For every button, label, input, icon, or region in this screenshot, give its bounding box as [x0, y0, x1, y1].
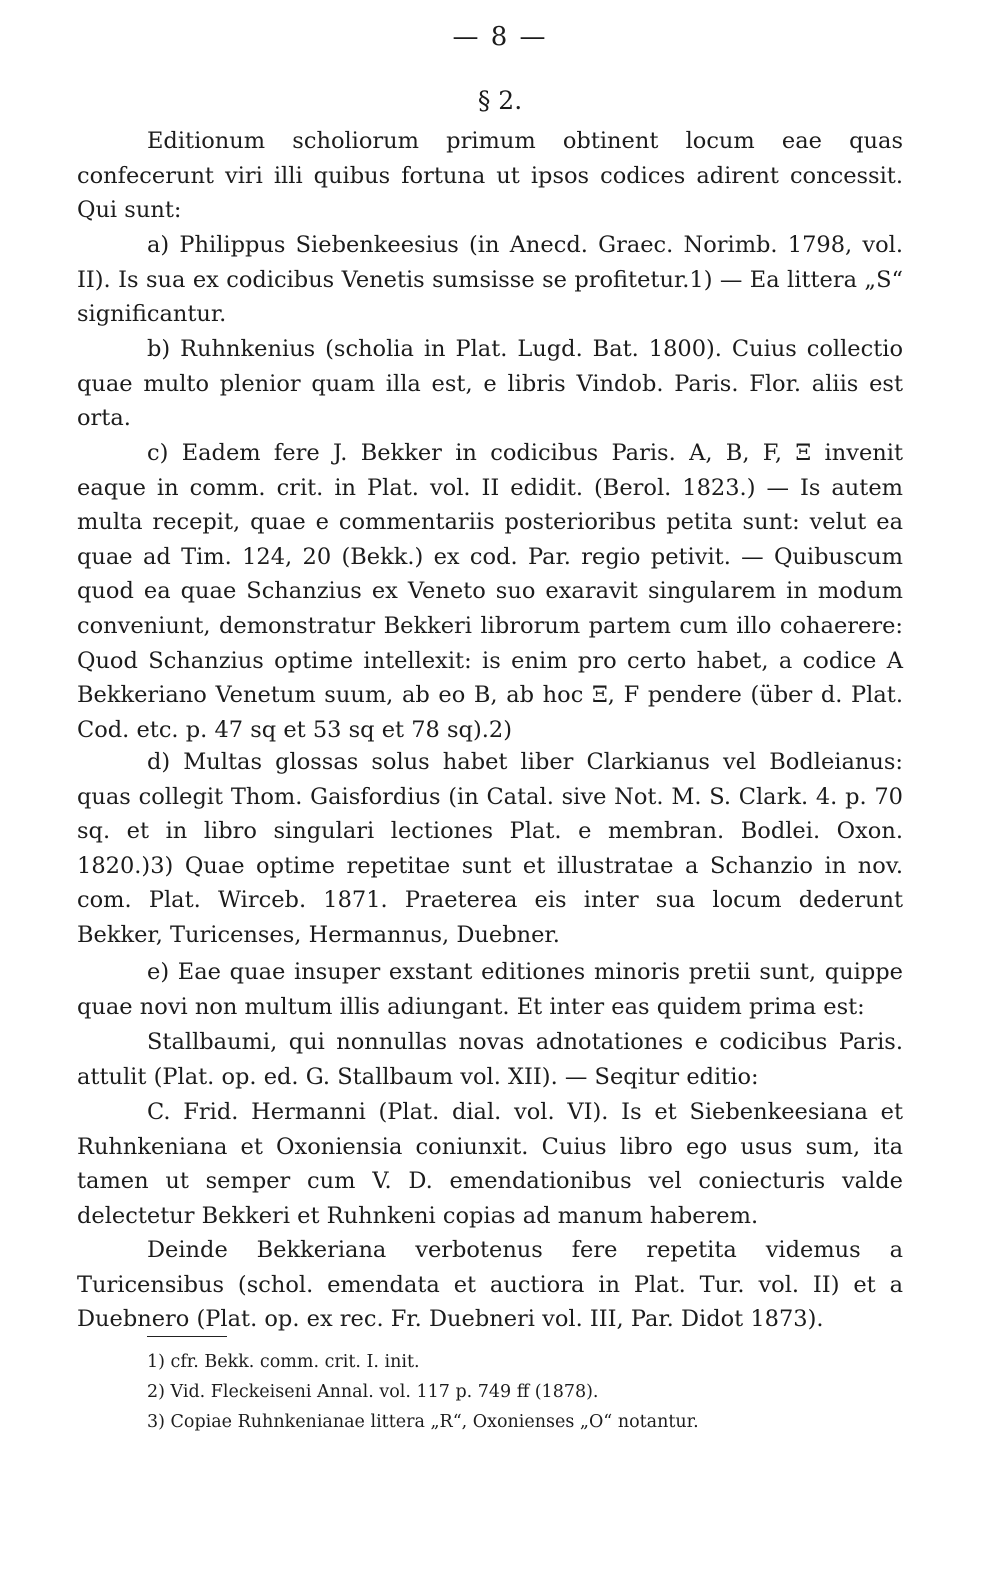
- page-number: — 8 —: [452, 22, 548, 52]
- paragraph-a-siebenkees: a) Philippus Siebenkeesius (in Anecd. Graec. Norimb. 1798, vol. II). Is sua ex codicibus Venetis sumsisse se profitetur.1) — Ea littera „S“ significantur.: [77, 232, 903, 328]
- footnote-1: 1) cfr. Bekk. comm. crit. I. init.: [147, 1352, 420, 1372]
- footnote-divider: [147, 1336, 227, 1337]
- section-heading: § 2.: [477, 86, 523, 115]
- footnote-2: 2) Vid. Fleckeiseni Annal. vol. 117 p. 749 ff (1878).: [147, 1382, 599, 1402]
- paragraph-hermann: C. Frid. Hermanni (Plat. dial. vol. VI). Is et Siebenkeesiana et Ruhnkeniana et Oxoniensia coniunxit. Cuius libro ego usus sum, ita tamen ut semper cum V. D. emendationibus vel coniecturis valde delectetur Bekkeri et Ruhnkeni copias ad manum haberem.: [77, 1099, 903, 1229]
- paragraph-intro: Editionum scholiorum primum obtinent locum eae quas confecerunt viri illi quibus fortuna ut ipsos codices adirent concessit. Qui sunt:: [77, 128, 903, 224]
- paragraph-stallbaum: Stallbaumi, qui nonnullas novas adnotationes e codicibus Paris. attulit (Plat. op. ed. G. Stallbaum vol. XII). — Seqitur editio:: [77, 1029, 903, 1090]
- paragraph-e-editiones: e) Eae quae insuper exstant editiones minoris pretii sunt, quippe quae novi non multum illis adiungant. Et inter eas quidem prima est:: [77, 959, 903, 1020]
- footnote-3: 3) Copiae Ruhnkenianae littera „R“, Oxonienses „O“ notantur.: [147, 1412, 699, 1432]
- paragraph-turicenses: Deinde Bekkeriana verbotenus fere repetita videmus a Turicensibus (schol. emendata et auctiora in Plat. Tur. vol. II) et a Duebnero (Plat. op. ex rec. Fr. Duebneri vol. III, Par. Didot 1873).: [77, 1237, 903, 1333]
- paragraph-d-clarkianus: d) Multas glossas solus habet liber Clarkianus vel Bodleianus: quas collegit Thom. Gaisfordius (in Catal. sive Not. M. S. Clark. 4. p. 70 sq. et in libro singulari lectiones Plat. e membran. Bodlei. Oxon. 1820.)3) Quae optime repetitae sunt et illustratae a Schanzio in nov. com. Plat. Wirceb. 1871. Praeterea eis inter sua locum dederunt Bekker, Turicenses, Hermannus, Duebner.: [77, 749, 903, 948]
- paragraph-c-bekker: c) Eadem fere J. Bekker in codicibus Paris. A, B, F, Ξ invenit eaque in comm. crit. in Plat. vol. II edidit. (Berol. 1823.) — Is autem multa recepit, quae e commentariis posterioribus petita sunt: velut ea quae ad Tim. 124, 20 (Bekk.) ex cod. Par. regio petivit. — Quibuscum quod ea quae Schanzius ex Veneto suo exaravit singularem in modum conveniunt, demonstratur Bekkeri librorum partem cum illo cohaerere: Quod Schanzius optime intellexit: is enim pro certo habet, a codice A Bekkeriano Venetum suum, ab eo B, ab hoc Ξ, F pendere (über d. Plat. Cod. etc. p. 47 sq et 53 sq et 78 sq).2): [77, 440, 903, 743]
- paragraph-b-ruhnkenius: b) Ruhnkenius (scholia in Plat. Lugd. Bat. 1800). Cuius collectio quae multo plenior quam illa est, e libris Vindob. Paris. Flor. aliis est orta.: [77, 336, 903, 432]
